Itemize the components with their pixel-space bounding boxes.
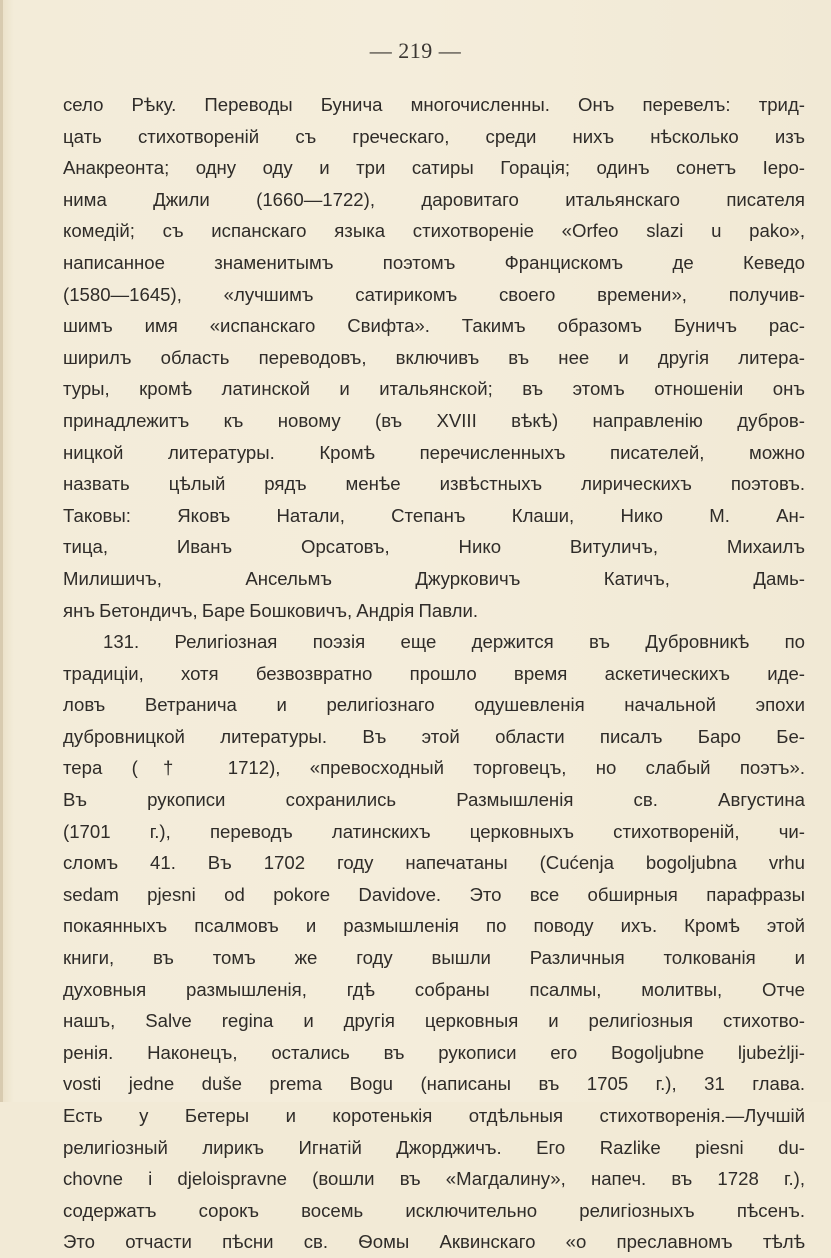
text-line: цать стихотвореній съ греческаго, среди нихъ нѣсколько изъ: [63, 125, 805, 147]
text-line: Въ рукописи сохранились Размышленія св. Августина: [63, 789, 805, 811]
text-line: нима Джили (1660—1722), даровитаго итальянскаго писателя: [63, 188, 805, 210]
text-line: тера († 1712), «превосходный торговецъ, но слабый поэтъ».: [63, 757, 805, 779]
text-line: (1580—1645), «лучшимъ сатирикомъ своего времени», получив-: [63, 283, 805, 305]
text-line: ницкой литературы. Кромѣ перечисленныхъ писателей, можно: [63, 441, 805, 463]
text-line: Это отчасти пѣсни св. Ѳомы Аквинскаго «о преславномъ тѣлѣ: [63, 1231, 805, 1253]
text-line: Анакреонта; одну оду и три сатиры Горація; одинъ сонетъ Іеро-: [63, 157, 805, 179]
text-line: содержатъ сорокъ восемь исключительно религіозныхъ пѣсенъ.: [63, 1199, 805, 1221]
text-line: село Рѣку. Переводы Бунича многочисленны. Онъ перевелъ: трид-: [63, 94, 805, 115]
text-line: Таковы: Яковъ Натали, Степанъ Клаши, Нико М. Ан-: [63, 504, 805, 526]
text-line: дубровницкой литературы. Въ этой области писалъ Баро Бе-: [63, 725, 805, 747]
text-line: chovne i djeloispravne (вошли въ «Магдалину», напеч. въ 1728 г.),: [63, 1168, 805, 1190]
text-line: ренія. Наконецъ, остались въ рукописи его Bogoljubne ljubeżlji-: [63, 1041, 805, 1063]
text-line: религіозный лирикъ Игнатій Джорджичъ. Его Razlike piesni du-: [63, 1136, 805, 1158]
text-line: назвать цѣлый рядъ менѣе извѣстныхъ лирическихъ поэтовъ.: [63, 473, 805, 495]
text-line: туры, кромѣ латинской и итальянской; въ этомъ отношеніи онъ: [63, 378, 805, 400]
text-line: vosti jedne duše prema Bogu (написаны въ 1705 г.), 31 глава.: [63, 1073, 805, 1095]
page-number: — 219 —: [369, 38, 462, 63]
text-line: Милишичъ, Ансельмъ Джурковичъ Катичъ, Дамь-: [63, 567, 805, 589]
text-line: шимъ имя «испанскаго Свифта». Такимъ образомъ Буничъ рас-: [63, 315, 805, 337]
text-line: покаянныхъ псалмовъ и размышленія по поводу ихъ. Кромѣ этой: [63, 915, 805, 937]
text-line: нашъ, Salve regina и другія церковныя и религіозныя стихотво-: [63, 1010, 805, 1032]
text-line: Есть у Бетеры и коротенькія отдѣльныя стихотворенія.—Лучшій: [63, 1105, 805, 1126]
text-line: (1701 г.), переводъ латинскихъ церковныхъ стихотвореній, чи-: [63, 820, 805, 842]
text-line: комедій; съ испанскаго языка стихотвореніе «Orfeo slazi u pako»,: [63, 220, 805, 242]
text-line: янъ Бетондичъ, Баре Бошковичъ, Андрія Павли.: [63, 599, 479, 621]
text-line: sedam pjesni od pokore Davidove. Это все обширныя парафразы: [63, 883, 805, 905]
text-line: принадлежитъ къ новому (въ XVIII вѣкѣ) направленію дубров-: [63, 409, 805, 431]
text-line: 131. Религіозная поэзія еще держится въ Дубровникѣ по: [103, 631, 805, 653]
text-line: духовныя размышленія, гдѣ собраны псалмы, молитвы, Отче: [63, 978, 805, 1000]
text-line: сломъ 41. Въ 1702 году напечатаны (Cućenja bogoljubna vrhu: [63, 852, 805, 874]
text-line: традиціи, хотя безвозвратно прошло время аскетическихъ иде-: [63, 662, 805, 684]
page-text: [63, 89, 805, 1258]
text-line: книги, въ томъ же году вышли Различныя толкованія и: [63, 947, 805, 969]
page-edge: [0, 0, 3, 1102]
text-line: ширилъ область переводовъ, включивъ въ нее и другія литера-: [63, 346, 805, 368]
text-line: написанное знаменитымъ поэтомъ Францискомъ де Кеведо: [63, 251, 805, 273]
text-line: ловъ Ветранича и религіознаго одушевленія начальной эпохи: [63, 694, 805, 716]
text-line: тица, Иванъ Орсатовъ, Нико Витуличъ, Михаилъ: [63, 536, 805, 558]
